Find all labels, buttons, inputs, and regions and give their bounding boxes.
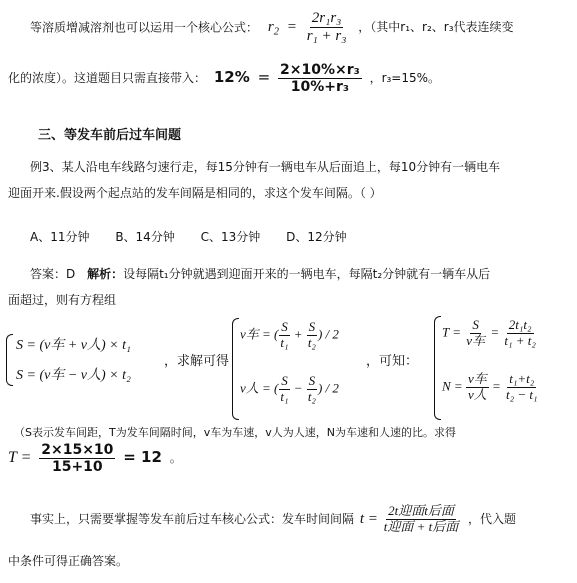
substitution-intro: 化的浓度）。这道题目只需直接带入：: [8, 71, 207, 86]
t-calc-fraction: [39, 442, 115, 475]
frac-den: t₁ + t₂: [504, 332, 536, 348]
frac-den: t₁: [280, 388, 289, 404]
option-b: B、14分钟: [115, 230, 175, 244]
option-c: C、13分钟: [200, 230, 261, 244]
solution-v-person-frac-a: [278, 374, 290, 405]
solution-v-person-open: (: [274, 380, 279, 396]
section-heading: 三、等发车前后过车间题: [38, 128, 182, 143]
result-N: [442, 372, 540, 403]
frac-num: v车: [467, 371, 487, 386]
substitution-fraction: [278, 62, 362, 95]
substitution-denominator: 10%+r₃: [290, 79, 349, 96]
substitution-numerator: 2×10%×r₃: [279, 62, 360, 78]
explanation-text: （S表示发车间距，T为发车间隔时间，v车为车速，v人为人速，N为车速和人速的比。求得: [14, 426, 456, 439]
analysis-label: 解析：: [87, 267, 124, 281]
t-calculation: [8, 442, 577, 475]
system-eq-2: S = (v车 − v人) × t₂: [16, 368, 131, 383]
option-d: D、12分钟: [286, 230, 347, 244]
frac-den: v人: [467, 386, 487, 402]
solution-minus: −: [293, 380, 303, 396]
frac-den: t₂: [307, 334, 316, 350]
substitution-result: ，r₃=15%。: [369, 71, 441, 86]
result-N-frac-2: [504, 372, 540, 403]
conclusion-formula-numerator: 2t迎面t后面: [388, 503, 454, 518]
frac-den: t₁: [280, 334, 289, 350]
solution-v-car-tail: ) / 2: [317, 326, 339, 342]
t-calc-denominator: 15+10: [51, 459, 103, 476]
core-formula-numerator: 2r₁r₃: [310, 10, 344, 28]
frac-num: S: [281, 319, 288, 334]
conclusion-line-2: 中条件可得正确答案。: [8, 554, 129, 568]
solution-v-car-frac-a: [278, 320, 290, 351]
core-formula-fraction: [305, 10, 349, 46]
solution-v-car-lhs: v车 =: [240, 326, 271, 342]
conclusion-formula-fraction: [382, 504, 461, 535]
frac-num: 2t₁t₂: [508, 317, 532, 332]
answer-label: 答案：D: [30, 267, 76, 281]
formula-intro-text: 等溶质增减溶剂也可以运用一个核心公式：: [30, 20, 259, 35]
solution-v-car: [240, 320, 339, 351]
result-T: [442, 318, 538, 349]
substitution-equals: =: [257, 68, 271, 87]
formula-note: ，（其中r₁、r₂、r₃代表连续变: [358, 20, 514, 35]
result-T-frac-2: [502, 318, 538, 349]
answer-line-1: [30, 265, 577, 282]
know-label: ，可知：: [366, 354, 419, 369]
paragraph-1-line-2: [8, 62, 577, 95]
frac-den: v车: [466, 332, 486, 348]
conclusion-line-1: [30, 504, 577, 535]
options-row: [30, 228, 577, 245]
t-calc-lhs: T =: [8, 449, 32, 467]
solution-v-person-frac-b: [306, 374, 318, 405]
solution-v-person-tail: ) / 2: [317, 380, 339, 396]
option-a: A、11分钟: [30, 230, 90, 244]
frac-num: S: [308, 373, 316, 388]
frac-num: S: [308, 319, 316, 334]
frac-num: S: [281, 373, 288, 388]
formula-r2-lhs: $r_2$: [267, 19, 279, 38]
system-brace-middle: [232, 318, 239, 420]
result-T-lhs: T =: [442, 324, 462, 340]
solution-v-person: [240, 374, 339, 405]
result-T-equals: =: [490, 324, 500, 340]
conclusion-formula-lhs: t =: [359, 510, 378, 527]
frac-den: t₂ − t₁: [506, 386, 538, 402]
result-T-frac-1: [464, 318, 487, 349]
result-N-lhs: N =: [442, 378, 463, 394]
solution-plus: +: [293, 326, 303, 342]
solution-v-car-open: (: [274, 326, 279, 342]
conclusion-tail: ，代入题: [468, 511, 517, 526]
formula-equals: =: [286, 19, 297, 36]
solution-v-person-lhs: v人 =: [240, 380, 271, 396]
frac-num: S: [472, 317, 479, 332]
conclusion-formula-denominator: t迎面 + t后面: [383, 518, 459, 534]
example-line-2: 迎面开来.假设两个起点站的发车间隔是相同的，求这个发车间隔。（ ）: [8, 186, 382, 200]
system-brace-left: [6, 334, 13, 386]
frac-den: t₂: [307, 388, 316, 404]
t-calc-end: 。: [169, 451, 182, 466]
t-calc-numerator: 2×15×10: [41, 442, 114, 458]
t-calc-result: = 12: [123, 448, 162, 467]
solve-label: ，求解可得: [164, 354, 230, 369]
substitution-lhs: 12%: [213, 68, 250, 87]
system-eq-1: S = (v车 + v人) × t₁: [16, 338, 131, 353]
core-formula-denominator: r₁ + r₃: [306, 28, 347, 45]
system-brace-right: [434, 316, 441, 420]
result-N-frac-1: [466, 372, 489, 403]
example-line-1: 例3、某人沿电车线路匀速行走，每15分钟有一辆电车从后面追上，每10分钟有一辆电车: [30, 160, 501, 174]
analysis-text: 设每隔t₁分钟就遇到迎面开来的一辆电车，每隔t₂分钟就有一辆车从后: [123, 267, 491, 281]
frac-num: t₁+t₂: [509, 371, 535, 386]
result-N-equals: =: [491, 378, 501, 394]
conclusion-text: 事实上，只需要掌握等发车前后过车核心公式：发车时间间隔: [30, 511, 355, 526]
solution-v-car-frac-b: [306, 320, 318, 351]
paragraph-1-line-1: [30, 10, 577, 46]
answer-line-2: 面超过，则有方程组: [8, 293, 117, 307]
